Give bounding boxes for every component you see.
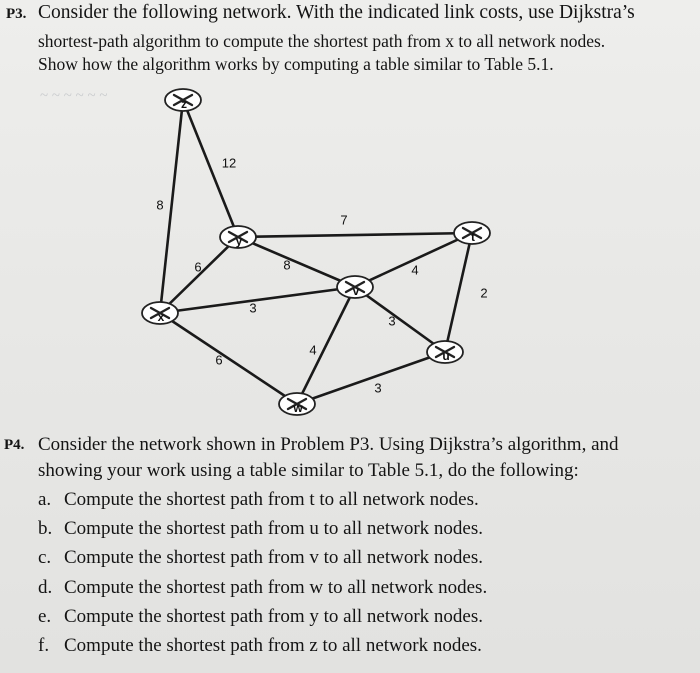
link-cost-x-v: 3 bbox=[249, 300, 257, 316]
router-label: u bbox=[442, 349, 450, 364]
router-x bbox=[142, 302, 178, 324]
p4-intro-line-1: Consider the network shown in Problem P3. Using Dijkstra’s algorithm, and bbox=[38, 434, 619, 455]
p4-item-e bbox=[38, 606, 483, 628]
p3-text-line-1: Consider the following network. With the indicated link costs, use Dijkstra’s bbox=[38, 2, 635, 23]
p3-text-line-3: Show how the algorithm works by computing a table similar to Table 5.1. bbox=[38, 54, 554, 74]
p4-item-text: Compute the shortest path from z to all network nodes. bbox=[64, 635, 482, 656]
p4-intro-line-2: showing your work using a table similar to Table 5.1, do the following: bbox=[38, 460, 579, 481]
link-cost-y-t: 7 bbox=[340, 212, 348, 228]
p4-item-d bbox=[38, 577, 487, 599]
p4-item-c bbox=[38, 547, 483, 569]
router-u bbox=[427, 341, 463, 363]
link-y-v bbox=[238, 237, 355, 287]
p4-item-letter: d. bbox=[38, 577, 53, 598]
link-cost-x-z: 8 bbox=[156, 197, 164, 213]
link-cost-w-u: 3 bbox=[374, 380, 382, 396]
p4-item-letter: a. bbox=[38, 489, 52, 510]
p4-item-b bbox=[38, 518, 483, 540]
router-w bbox=[279, 393, 315, 415]
link-x-w bbox=[160, 313, 297, 404]
p4-item-a bbox=[38, 489, 479, 511]
router-t bbox=[454, 222, 490, 244]
router-label: y bbox=[235, 234, 243, 249]
p4-item-letter: e. bbox=[38, 606, 52, 627]
link-cost-t-u: 2 bbox=[480, 285, 488, 301]
router-label: x bbox=[157, 310, 165, 325]
router-label: w bbox=[293, 401, 303, 416]
p4-item-f bbox=[38, 635, 482, 657]
p4-item-letter: b. bbox=[38, 518, 53, 539]
link-x-v bbox=[160, 287, 355, 316]
p4-item-text: Compute the shortest path from u to all network nodes. bbox=[64, 518, 483, 539]
link-t-u bbox=[445, 233, 472, 352]
link-y-x bbox=[160, 237, 238, 313]
router-y bbox=[220, 226, 256, 248]
p4-item-text: Compute the shortest path from t to all network nodes. bbox=[64, 489, 479, 510]
p4-item-text: Compute the shortest path from y to all network nodes. bbox=[64, 606, 483, 627]
p4-item-letter: c. bbox=[38, 547, 52, 568]
p4-item-text: Compute the shortest path from w to all network nodes. bbox=[64, 577, 488, 598]
link-cost-y-x: 6 bbox=[194, 259, 202, 275]
link-cost-y-v: 8 bbox=[283, 257, 291, 273]
router-label: z bbox=[181, 97, 187, 112]
router-v bbox=[337, 276, 373, 298]
problem-number-p4: P4. bbox=[4, 437, 25, 453]
p4-item-letter: f. bbox=[38, 635, 50, 656]
problem-number-p3: P3. bbox=[6, 6, 27, 22]
link-cost-v-t: 4 bbox=[411, 262, 419, 278]
link-v-u bbox=[355, 287, 445, 352]
link-cost-z-y: 12 bbox=[221, 155, 237, 171]
router-label: t bbox=[471, 230, 475, 245]
bleed-through-text: ~ ~ ~ ~ ~ ~ bbox=[40, 88, 108, 104]
link-cost-x-w: 6 bbox=[215, 352, 223, 368]
link-v-t bbox=[355, 233, 472, 287]
router-label: v bbox=[352, 284, 360, 299]
link-cost-v-w: 4 bbox=[309, 342, 317, 358]
router-z bbox=[165, 89, 201, 111]
p3-text-line-2: shortest-path algorithm to compute the shortest path from x to all network nodes. bbox=[38, 31, 606, 51]
link-cost-v-u: 3 bbox=[388, 313, 396, 329]
link-y-t bbox=[238, 233, 472, 237]
p4-item-text: Compute the shortest path from v to all network nodes. bbox=[64, 547, 483, 568]
